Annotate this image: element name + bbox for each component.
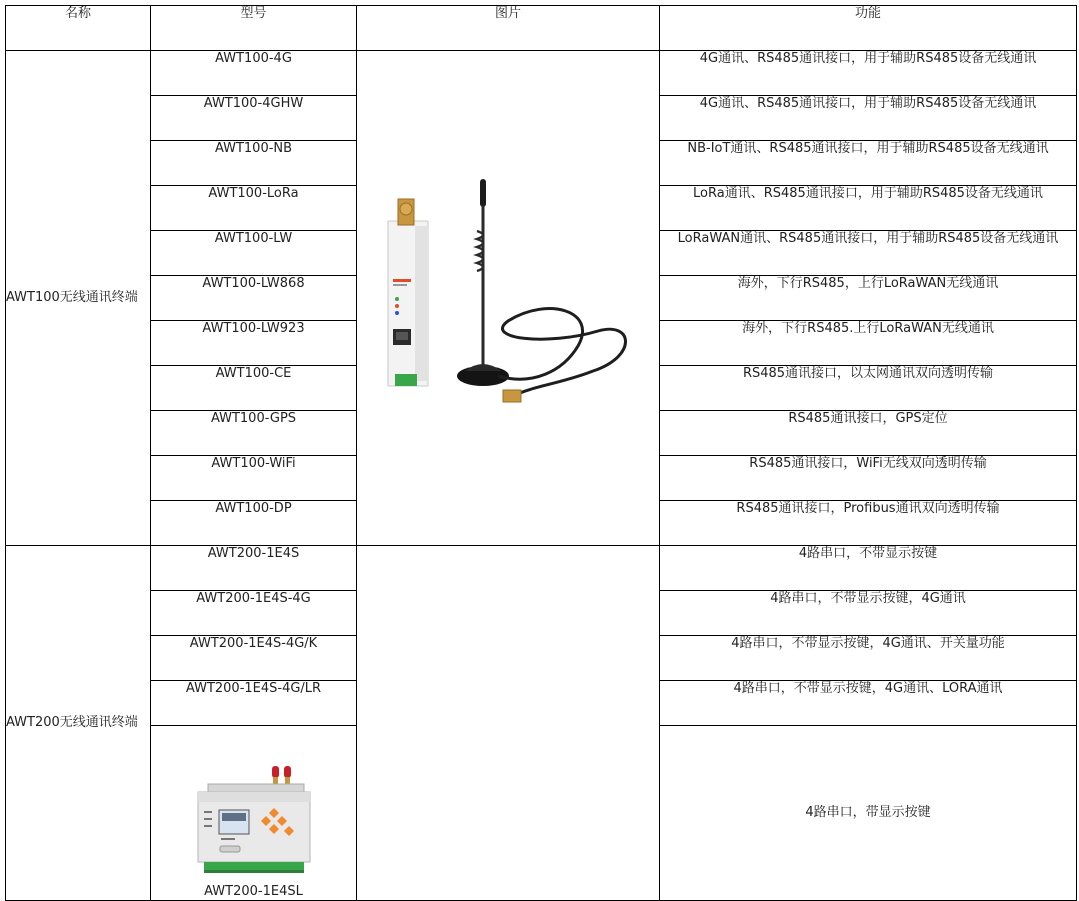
- model-cell: AWT200-1E4S-4G/K: [151, 636, 357, 681]
- model-label: AWT200-1E4SL: [204, 884, 303, 899]
- model-cell: AWT200-1E4S: [151, 546, 357, 591]
- awt200-din-rail-device-icon: [194, 766, 314, 878]
- model-cell: AWT100-4GHW: [151, 96, 357, 141]
- model-cell: AWT200-1E4S-4G: [151, 591, 357, 636]
- model-cell: AWT100-4G: [151, 51, 357, 96]
- function-cell: LoRa通讯、RS485通讯接口，用于辅助RS485设备无线通讯: [660, 186, 1077, 231]
- model-cell: AWT100-LW923: [151, 321, 357, 366]
- model-cell: AWT100-LW868: [151, 276, 357, 321]
- function-cell: 4路串口，不带显示按键: [660, 546, 1077, 591]
- awt200-picture-cell-empty: [357, 546, 660, 901]
- header-row: [6, 6, 1077, 51]
- function-cell: 海外，下行RS485，上行LoRaWAN无线通讯: [660, 276, 1077, 321]
- function-cell: 海外，下行RS485.上行LoRaWAN无线通讯: [660, 321, 1077, 366]
- group-name-awt200: AWT200无线通讯终端: [6, 546, 151, 901]
- header-name: 名称: [6, 6, 151, 51]
- table-row: [6, 546, 1077, 591]
- awt100-picture-cell: [357, 51, 660, 546]
- model-cell: AWT100-DP: [151, 501, 357, 546]
- model-cell: AWT100-LW: [151, 231, 357, 276]
- function-cell: 4G通讯、RS485通讯接口，用于辅助RS485设备无线通讯: [660, 51, 1077, 96]
- product-spec-table: [5, 5, 1077, 901]
- model-cell: AWT100-NB: [151, 141, 357, 186]
- function-cell: RS485通讯接口，以太网通讯双向透明传输: [660, 366, 1077, 411]
- model-cell: AWT100-CE: [151, 366, 357, 411]
- header-function: 功能: [660, 6, 1077, 51]
- model-cell: AWT100-WiFi: [151, 456, 357, 501]
- function-cell: RS485通讯接口，GPS定位: [660, 411, 1077, 456]
- function-cell: 4路串口，带显示按键: [660, 726, 1077, 901]
- function-cell: RS485通讯接口，WiFi无线双向透明传输: [660, 456, 1077, 501]
- group-name-awt100: AWT100无线通讯终端: [6, 51, 151, 546]
- function-cell: 4路串口，不带显示按键，4G通讯、开关量功能: [660, 636, 1077, 681]
- model-cell: AWT100-GPS: [151, 411, 357, 456]
- model-cell-with-image: [151, 726, 357, 901]
- function-cell: RS485通讯接口，Profibus通讯双向透明传输: [660, 501, 1077, 546]
- table-row: [6, 51, 1077, 96]
- awt100-device-with-antenna-icon: [373, 171, 643, 421]
- function-cell: 4路串口，不带显示按键，4G通讯、LORA通讯: [660, 681, 1077, 726]
- model-cell: AWT200-1E4S-4G/LR: [151, 681, 357, 726]
- header-picture: 图片: [357, 6, 660, 51]
- function-cell: NB-IoT通讯、RS485通讯接口，用于辅助RS485设备无线通讯: [660, 141, 1077, 186]
- header-model: 型号: [151, 6, 357, 51]
- function-cell: 4路串口，不带显示按键，4G通讯: [660, 591, 1077, 636]
- function-cell: LoRaWAN通讯、RS485通讯接口，用于辅助RS485设备无线通讯: [660, 231, 1077, 276]
- model-cell: AWT100-LoRa: [151, 186, 357, 231]
- function-cell: 4G通讯、RS485通讯接口，用于辅助RS485设备无线通讯: [660, 96, 1077, 141]
